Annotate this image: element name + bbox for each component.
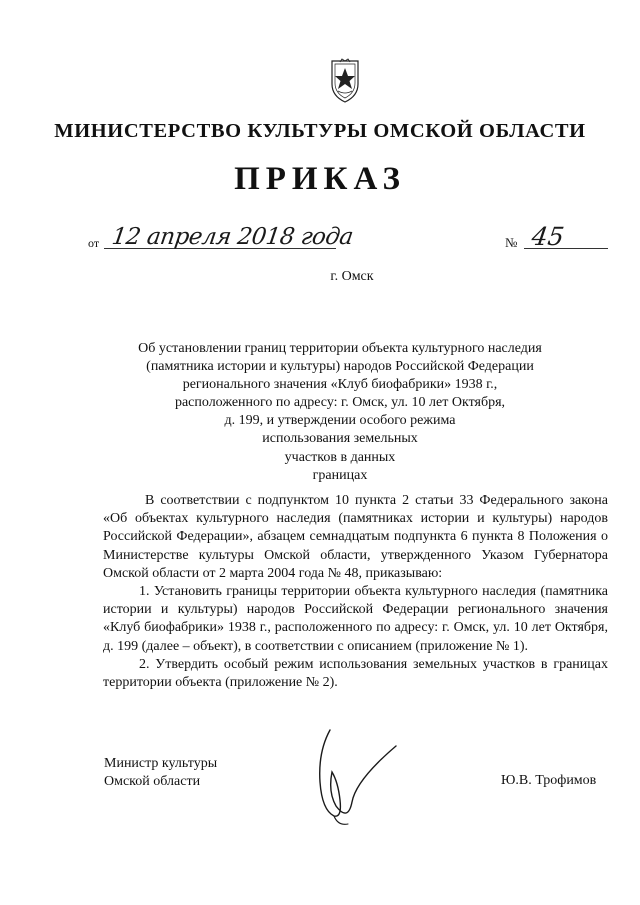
position-line: Омской области <box>104 774 201 789</box>
city: г. Омск <box>330 269 374 284</box>
order-subject <box>100 340 580 485</box>
subject-line: д. 199, и утверждении особого режима <box>224 413 456 429</box>
signatory-position <box>104 755 217 791</box>
subject-line: участков в данных <box>284 449 396 465</box>
document-title: ПРИКАЗ <box>234 161 406 197</box>
subject-line: регионального значения «Клуб биофабрики» 1938 г., <box>182 377 498 393</box>
subject-line: (памятника истории и культуры) народов Российской Федерации <box>146 359 534 375</box>
date-prefix: от <box>88 236 100 250</box>
ministry-name: МИНИСТЕРСТВО КУЛЬТУРЫ ОМСКОЙ ОБЛАСТИ <box>54 120 586 142</box>
signatory-name: Ю.В. Трофимов <box>501 773 597 788</box>
subject-line: расположенного по адресу: г. Омск, ул. 10 лет Октября, <box>174 395 506 411</box>
subject-line: использования земельных <box>262 431 418 447</box>
preamble-paragraph: В соответствии с подпунктом 10 пункта 2 статьи 33 Федерального закона «Об объектах культурного наследия (памятниках истории и культуры) народов Российской Федерации», абзацем семнадцатым подпункта 6 пункта 8 Положения о Министерстве культуры Омской области, утвержденного Указом Губернатора Омской области от 2 марта 2004 года № 48, приказываю: <box>103 493 608 581</box>
order-item-1: 1. Установить границы территории объекта культурного наследия (памятника истории и культуры) народов Российской Федерации регионального значения «Клуб биофабрики» 1938 г., расположенного по адресу: г. Омск, ул. 10 лет Октября, д. 199 (далее – объект), в соответствии с описанием (приложение № 1). <box>103 584 608 654</box>
position-line: Министр культуры <box>104 756 218 771</box>
number-prefix: № <box>505 235 518 250</box>
handwritten-signature <box>308 722 408 832</box>
subject-line: Об установлении границ территории объекта культурного наследия <box>138 341 542 356</box>
handwritten-date: 12 апреля 2018 года <box>110 224 355 250</box>
order-body <box>103 492 608 692</box>
subject-line: границах <box>312 467 368 483</box>
handwritten-number: 45 <box>529 222 566 251</box>
coat-of-arms-icon <box>328 58 362 104</box>
order-item-2: 2. Утвердить особый режим использования земельных участков в границах территории объекта (приложение № 2). <box>103 656 608 691</box>
